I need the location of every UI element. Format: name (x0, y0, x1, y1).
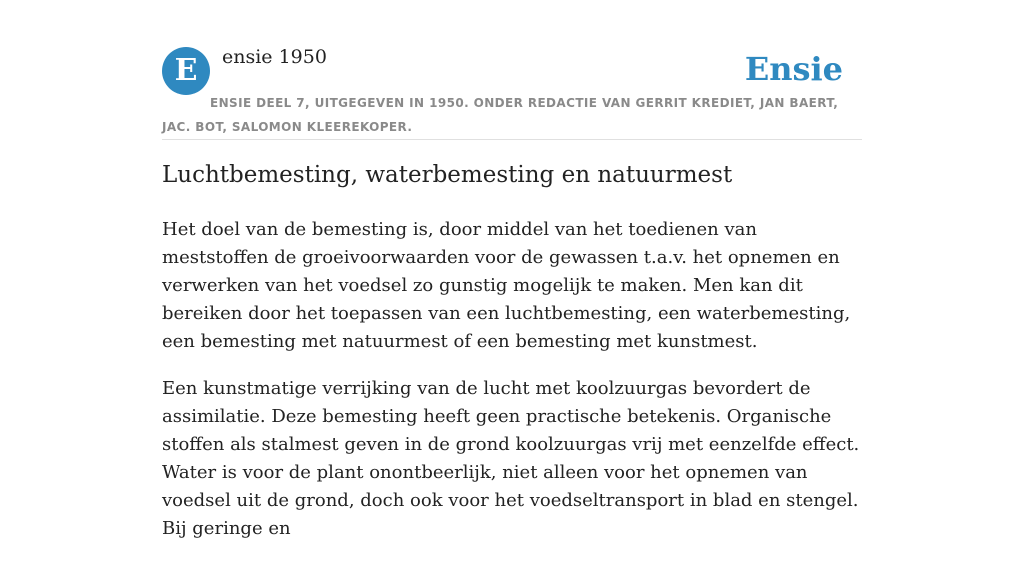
ensie-logo[interactable]: E (162, 47, 210, 95)
brand-wordmark[interactable]: Ensie (744, 50, 843, 88)
header-divider (162, 139, 862, 140)
article-body (162, 216, 862, 562)
article-title: Luchtbemesting, waterbemesting en natuurmest (162, 162, 733, 188)
edition-subtitle: ENSIE DEEL 7, UITGEGEVEN IN 1950. ONDER REDACTIE VAN GERRIT KREDIET, JAN BAERT, JAC. BOT, SALOMON KLEEREKOPER. (162, 96, 839, 134)
article-paragraph: Een kunstmatige verrijking van de lucht met koolzuurgas bevordert de assimilatie. Deze bemesting heeft geen practische betekenis. Organische stoffen als stalmest geven in de grond koolzuurgas vrij met eenzelfde effect. Water is voor de plant onontbeerlijk, niet alleen voor het opnemen van voedsel uit de grond, doch ook voor het voedseltransport in blad en stengel. Bij geringe en (162, 378, 860, 539)
site-name[interactable]: ensie 1950 (222, 46, 327, 68)
article-paragraph: Het doel van de bemesting is, door middel van het toedienen van meststoffen de groeivoorwaarden voor de gewassen t.a.v. het opnemen en verwerken van het voedsel zo gunstig mogelijk te maken. Men kan dit bereiken door het toepassen van een luchtbemesting, een waterbemesting, een bemesting met natuurmest of een bemesting met kunstmest. (162, 219, 851, 352)
